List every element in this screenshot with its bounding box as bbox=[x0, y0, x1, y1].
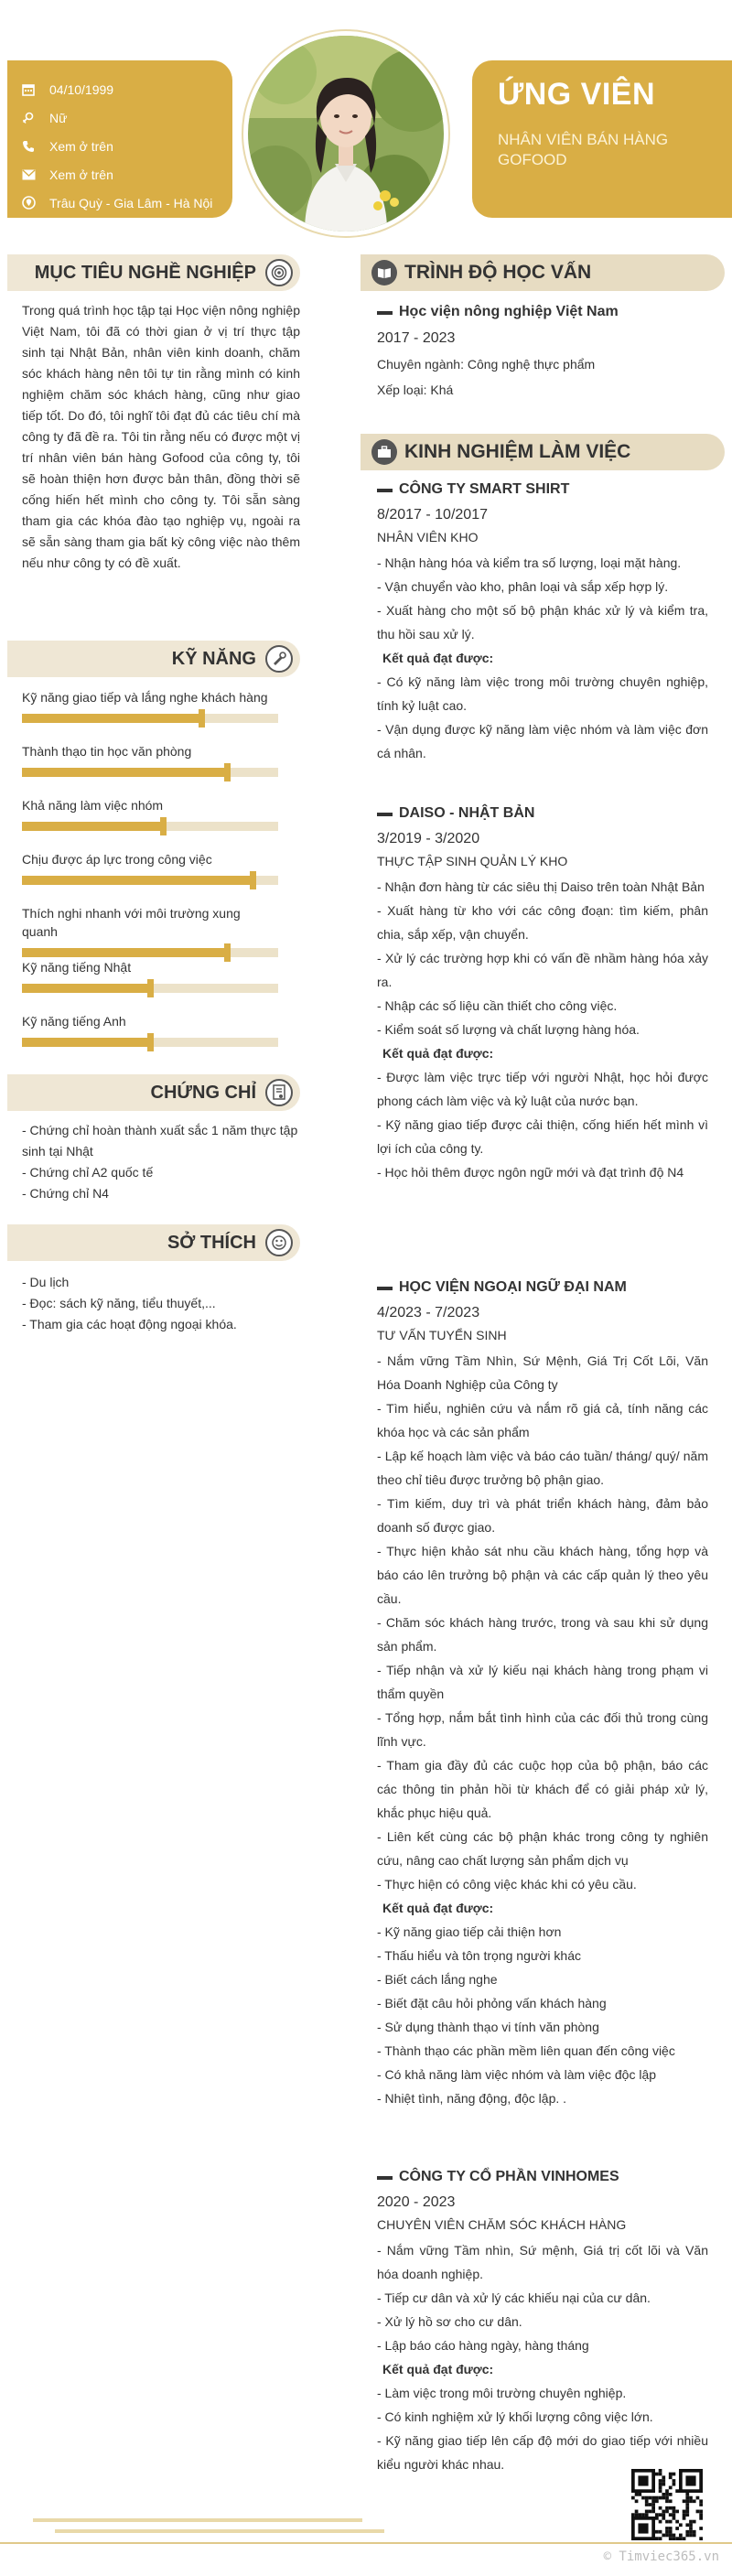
calendar-icon bbox=[20, 81, 37, 98]
job-result: - Làm việc trong môi trường chuyên nghiệp. bbox=[377, 2386, 627, 2400]
experience-entry bbox=[377, 2167, 708, 2476]
contact-address bbox=[7, 189, 232, 217]
job-task: - Tìm kiếm, duy trì và phát triển khách hàng, đảm bảo doanh số được giao. bbox=[377, 1496, 708, 1535]
skill-name: Kỹ năng tiếng Nhật bbox=[22, 960, 132, 975]
experience-entry bbox=[377, 803, 708, 1184]
hobby-item: - Tham gia các hoạt động ngoại khóa. bbox=[22, 1317, 237, 1331]
result-label: Kết quả đạt được: bbox=[382, 1046, 494, 1061]
job-task: - Tổng hợp, nắm bắt tình hình của các đối thủ trong cùng lĩnh vực. bbox=[377, 1710, 708, 1749]
job-task: - Nhận đơn hàng từ các siêu thị Daiso trên toàn Nhật Bản bbox=[377, 879, 705, 894]
candidate-position: NHÂN VIÊN BÁN HÀNG GOFOOD bbox=[498, 131, 669, 168]
skill-level-marker bbox=[224, 763, 231, 781]
birthday-text: 04/10/1999 bbox=[49, 81, 114, 97]
job-result: - Thành thạo các phần mềm liên quan đến công việc bbox=[377, 2043, 675, 2058]
certificate-item: - Chứng chỉ N4 bbox=[22, 1186, 109, 1201]
skill-level-fill bbox=[22, 984, 150, 993]
education-header bbox=[361, 254, 725, 291]
contact-email bbox=[7, 160, 232, 189]
result-label: Kết quả đạt được: bbox=[382, 2362, 494, 2377]
skill-level-fill bbox=[22, 768, 227, 777]
skill-level-bar bbox=[22, 714, 278, 723]
job-position: CHUYÊN VIÊN CHĂM SÓC KHÁCH HÀNG bbox=[377, 2217, 627, 2232]
certificates-header bbox=[7, 1074, 300, 1111]
footer-rule bbox=[0, 2542, 732, 2544]
candidate-name: ỨNG VIÊN bbox=[498, 77, 656, 112]
job-result: - Được làm việc trực tiếp với người Nhật, học hỏi được phong cách làm việc và kỷ luật của nước bạn. bbox=[377, 1070, 708, 1108]
hobbies-header bbox=[7, 1224, 300, 1261]
watermark: © Timviec365.vn bbox=[603, 2549, 719, 2564]
job-position: THỰC TẬP SINH QUẢN LÝ KHO bbox=[377, 854, 568, 868]
skill-level-bar bbox=[22, 948, 278, 957]
skill-level-bar bbox=[22, 768, 278, 777]
job-task: - Nắm vững Tầm nhìn, Sứ mệnh, Giá trị cốt lõi và Văn hóa doanh nghiệp. bbox=[377, 2243, 708, 2281]
job-task: - Nắm vững Tầm Nhìn, Sứ Mệnh, Giá Trị Cốt Lõi, Văn Hóa Doanh Nghiệp của Công ty bbox=[377, 1353, 708, 1392]
job-position: TƯ VẤN TUYỂN SINH bbox=[377, 1328, 507, 1342]
job-task: - Xuất hàng từ kho với các công đoạn: tìm kiếm, phân chia, sắp xếp, vận chuyển. bbox=[377, 903, 708, 942]
job-task: - Kiểm soát số lượng và chất lượng hàng hóa. bbox=[377, 1022, 640, 1037]
education-period: 2017 - 2023 bbox=[377, 330, 456, 346]
job-task: - Lập kế hoạch làm việc và báo cáo tuần/ tháng/ quý/ năm theo chỉ tiêu được trưởng bộ phận giao. bbox=[377, 1449, 708, 1487]
footer-rule bbox=[33, 2518, 362, 2522]
job-result: - Thấu hiểu và tôn trọng người khác bbox=[377, 1948, 581, 1963]
job-position: NHÂN VIÊN KHO bbox=[377, 530, 479, 544]
job-result: - Kỹ năng giao tiếp cải thiện hơn bbox=[377, 1924, 562, 1939]
job-result: - Nhiệt tình, năng động, độc lập. . bbox=[377, 2091, 567, 2106]
hobby-icon bbox=[265, 1229, 293, 1256]
footer-rule bbox=[55, 2529, 384, 2533]
education-title: TRÌNH ĐỘ HỌC VẤN bbox=[404, 262, 592, 283]
job-result: - Biết đặt câu hỏi phỏng vấn khách hàng bbox=[377, 1996, 607, 2010]
hobbies-list bbox=[22, 1272, 300, 1335]
skills-title: KỸ NĂNG bbox=[171, 649, 256, 669]
job-task: - Tiếp nhận và xử lý kiếu nại khách hàng trong phạm vi thẩm quyền bbox=[377, 1663, 708, 1701]
job-result: - Vận dụng được kỹ năng làm việc nhóm và làm việc đơn cá nhân. bbox=[377, 722, 708, 760]
education-major: Chuyên ngành: Công nghệ thực phẩm bbox=[377, 357, 596, 372]
skill-name: Chịu được áp lực trong công việc bbox=[22, 852, 212, 867]
job-period: 2020 - 2023 bbox=[377, 2194, 456, 2210]
company-name: DAISO - NHẬT BẢN bbox=[377, 803, 708, 824]
gender-icon bbox=[20, 110, 37, 126]
skill-item bbox=[22, 1012, 278, 1047]
skill-name: Kỹ năng tiếng Anh bbox=[22, 1014, 126, 1029]
skill-item bbox=[22, 742, 278, 777]
job-task: - Tìm hiểu, nghiên cứu và nắm rõ giá cả, tính năng các khóa học và các sản phẩm bbox=[377, 1401, 708, 1439]
certificate-icon bbox=[265, 1079, 293, 1106]
job-period: 3/2019 - 3/2020 bbox=[377, 831, 480, 846]
job-task: - Nhập các số liệu cần thiết cho công việc. bbox=[377, 998, 618, 1013]
experience-entry bbox=[377, 1277, 708, 2110]
certificates-title: CHỨNG CHỈ bbox=[150, 1083, 256, 1103]
skill-item bbox=[22, 904, 278, 957]
job-result: - Biết cách lắng nghe bbox=[377, 1972, 498, 1987]
gender-text: Nữ bbox=[49, 110, 68, 125]
qr-code-icon bbox=[631, 2469, 703, 2540]
job-result: - Có kỹ năng làm việc trong môi trường chuyên nghiệp, tính kỷ luật cao. bbox=[377, 674, 708, 713]
skill-level-fill bbox=[22, 876, 253, 885]
objective-title: MỤC TIÊU NGHỀ NGHIỆP bbox=[34, 263, 256, 283]
skill-level-bar bbox=[22, 1038, 278, 1047]
job-result: - Kỹ năng giao tiếp lên cấp độ mới do giao tiếp với nhiều kiểu người khác nhau. bbox=[377, 2433, 708, 2472]
name-panel bbox=[472, 60, 732, 218]
briefcase-icon bbox=[371, 439, 397, 465]
skill-level-marker bbox=[147, 979, 154, 997]
book-icon bbox=[371, 260, 397, 286]
job-task: - Thực hiện khảo sát nhu cầu khách hàng, tổng hợp và báo cáo lên trưởng bộ phận và các cấp quản lý theo yêu cầu. bbox=[377, 1544, 708, 1606]
certificates-list bbox=[22, 1120, 300, 1204]
location-icon bbox=[20, 195, 37, 211]
address-text: Trâu Quỳ - Gia Lâm - Hà Nội bbox=[49, 195, 213, 210]
job-result: - Học hỏi thêm được ngôn ngữ mới và đạt trình độ N4 bbox=[377, 1165, 684, 1180]
contact-birthday bbox=[7, 75, 232, 103]
education-grade: Xếp loại: Khá bbox=[377, 383, 454, 397]
skill-level-fill bbox=[22, 1038, 150, 1047]
job-task: - Tham gia đầy đủ các cuộc họp của bộ phận, báo các các thông tin phản hồi từ khách để có giải pháp xử lý, khắc phục hiệu quả. bbox=[377, 1758, 708, 1820]
job-result: - Sử dụng thành thạo vi tính văn phòng bbox=[377, 2020, 599, 2034]
phone-text: Xem ở trên bbox=[49, 138, 113, 154]
job-task: - Xử lý các trường hợp khi có vấn đề nhầm hàng hóa xảy ra. bbox=[377, 951, 708, 989]
job-task: - Tiếp cư dân và xử lý các khiếu nại của cư dân. bbox=[377, 2290, 651, 2305]
company-name: CÔNG TY SMART SHIRT bbox=[377, 480, 708, 500]
email-text: Xem ở trên bbox=[49, 167, 113, 182]
skill-name: Thích nghi nhanh với môi trường xung quanh bbox=[22, 906, 241, 939]
skills-icon bbox=[265, 645, 293, 673]
certificate-item: - Chứng chỉ hoàn thành xuất sắc 1 năm thực tập sinh tại Nhật bbox=[22, 1123, 298, 1159]
email-icon bbox=[20, 167, 37, 183]
job-result: - Kỹ năng giao tiếp được cải thiện, cống hiến hết mình vì lợi ích của công ty. bbox=[377, 1117, 708, 1156]
certificate-item: - Chứng chỉ A2 quốc tế bbox=[22, 1165, 154, 1180]
contact-gender bbox=[7, 103, 232, 132]
job-result: - Có kinh nghiệm xử lý khối lượng công việc lớn. bbox=[377, 2409, 653, 2424]
result-label: Kết quả đạt được: bbox=[382, 1901, 494, 1915]
skill-level-bar bbox=[22, 822, 278, 831]
skill-item bbox=[22, 796, 278, 831]
experience-entry bbox=[377, 480, 708, 765]
skill-level-marker bbox=[160, 817, 167, 835]
job-task: - Liên kết cùng các bộ phận khác trong công ty nghiên cứu, nâng cao chất lượng sản phẩm dịch vụ bbox=[377, 1829, 708, 1868]
skill-item bbox=[22, 850, 278, 885]
hobby-item: - Du lịch bbox=[22, 1275, 70, 1289]
job-task: - Nhận hàng hóa và kiểm tra số lượng, loại mặt hàng. bbox=[377, 555, 682, 570]
company-name: CÔNG TY CỔ PHẦN VINHOMES bbox=[377, 2167, 708, 2187]
skill-item bbox=[22, 958, 278, 993]
target-icon bbox=[265, 259, 293, 286]
result-label: Kết quả đạt được: bbox=[382, 651, 494, 665]
school-name: Học viện nông nghiệp Việt Nam bbox=[377, 302, 708, 322]
job-period: 4/2023 - 7/2023 bbox=[377, 1305, 480, 1320]
hobby-item: - Đọc: sách kỹ năng, tiểu thuyết,... bbox=[22, 1296, 216, 1310]
skills-header bbox=[7, 641, 300, 677]
experience-header bbox=[361, 434, 725, 470]
skill-name: Khả năng làm việc nhóm bbox=[22, 798, 164, 813]
skill-level-bar bbox=[22, 984, 278, 993]
skill-name: Kỹ năng giao tiếp và lắng nghe khách hàng bbox=[22, 690, 268, 705]
company-name: HỌC VIỆN NGOẠI NGỮ ĐẠI NAM bbox=[377, 1277, 708, 1298]
skill-level-fill bbox=[22, 822, 163, 831]
phone-icon bbox=[20, 138, 37, 155]
experience-title: KINH NGHIỆM LÀM VIỆC bbox=[404, 441, 631, 462]
skill-name: Thành thạo tin học văn phòng bbox=[22, 744, 192, 759]
job-period: 8/2017 - 10/2017 bbox=[377, 507, 488, 523]
skill-item bbox=[22, 688, 278, 723]
job-task: - Xử lý hồ sơ cho cư dân. bbox=[377, 2314, 522, 2329]
hobbies-title: SỞ THÍCH bbox=[167, 1233, 256, 1253]
objective-text: Trong quá trình học tập tại Học viện nông nghiệp Việt Nam, tôi đã có thời gian ở vị trí thực tập sinh tại Nhật Bản, nhân viên kinh doanh, chăm sóc khách hàng nên tôi tự tin rằng mình có kinh nghiệm chăm sóc khách hàng, cũng như giao tiếp tốt. Do đó, tôi nghĩ tôi đạt đủ các tiêu chí mà công ty đã đề ra. Tôi tin rằng nếu có được một vị trí nhân viên bán hàng Gofood của công ty, tôi sẽ hoàn thiện hơn được bản thân, đồng thời sẽ cống hiến hết mình cho công ty. Tôi sẵn sàng tham gia các khóa đào tạo nghiệp vụ, ngoài ra sẽ sẵn sàng tham gia bất kỳ công việc nào thêm nếu như công ty có đề xuất. bbox=[22, 303, 300, 570]
skill-level-fill bbox=[22, 948, 227, 957]
contact-panel bbox=[7, 60, 232, 218]
job-task: - Thực hiện có công việc khác khi có yêu cầu. bbox=[377, 1877, 637, 1892]
skill-level-marker bbox=[199, 709, 205, 728]
job-result: - Có khả năng làm việc nhóm và làm việc độc lập bbox=[377, 2067, 657, 2082]
job-task: - Xuất hàng cho một số bộ phận khác xử lý và kiểm tra, thu hồi sau xử lý. bbox=[377, 603, 708, 641]
contact-phone bbox=[7, 132, 232, 160]
job-task: - Chăm sóc khách hàng trước, trong và sau khi sử dụng sản phẩm. bbox=[377, 1615, 708, 1654]
avatar bbox=[248, 36, 444, 232]
objective-header bbox=[7, 254, 300, 291]
education-entry bbox=[377, 302, 708, 403]
job-task: - Vận chuyển vào kho, phân loại và sắp xếp hợp lý. bbox=[377, 579, 669, 594]
skill-level-bar bbox=[22, 876, 278, 885]
job-task: - Lập báo cáo hàng ngày, hàng tháng bbox=[377, 2338, 589, 2353]
skill-level-marker bbox=[250, 871, 256, 889]
skill-level-fill bbox=[22, 714, 201, 723]
skill-level-marker bbox=[147, 1033, 154, 1051]
